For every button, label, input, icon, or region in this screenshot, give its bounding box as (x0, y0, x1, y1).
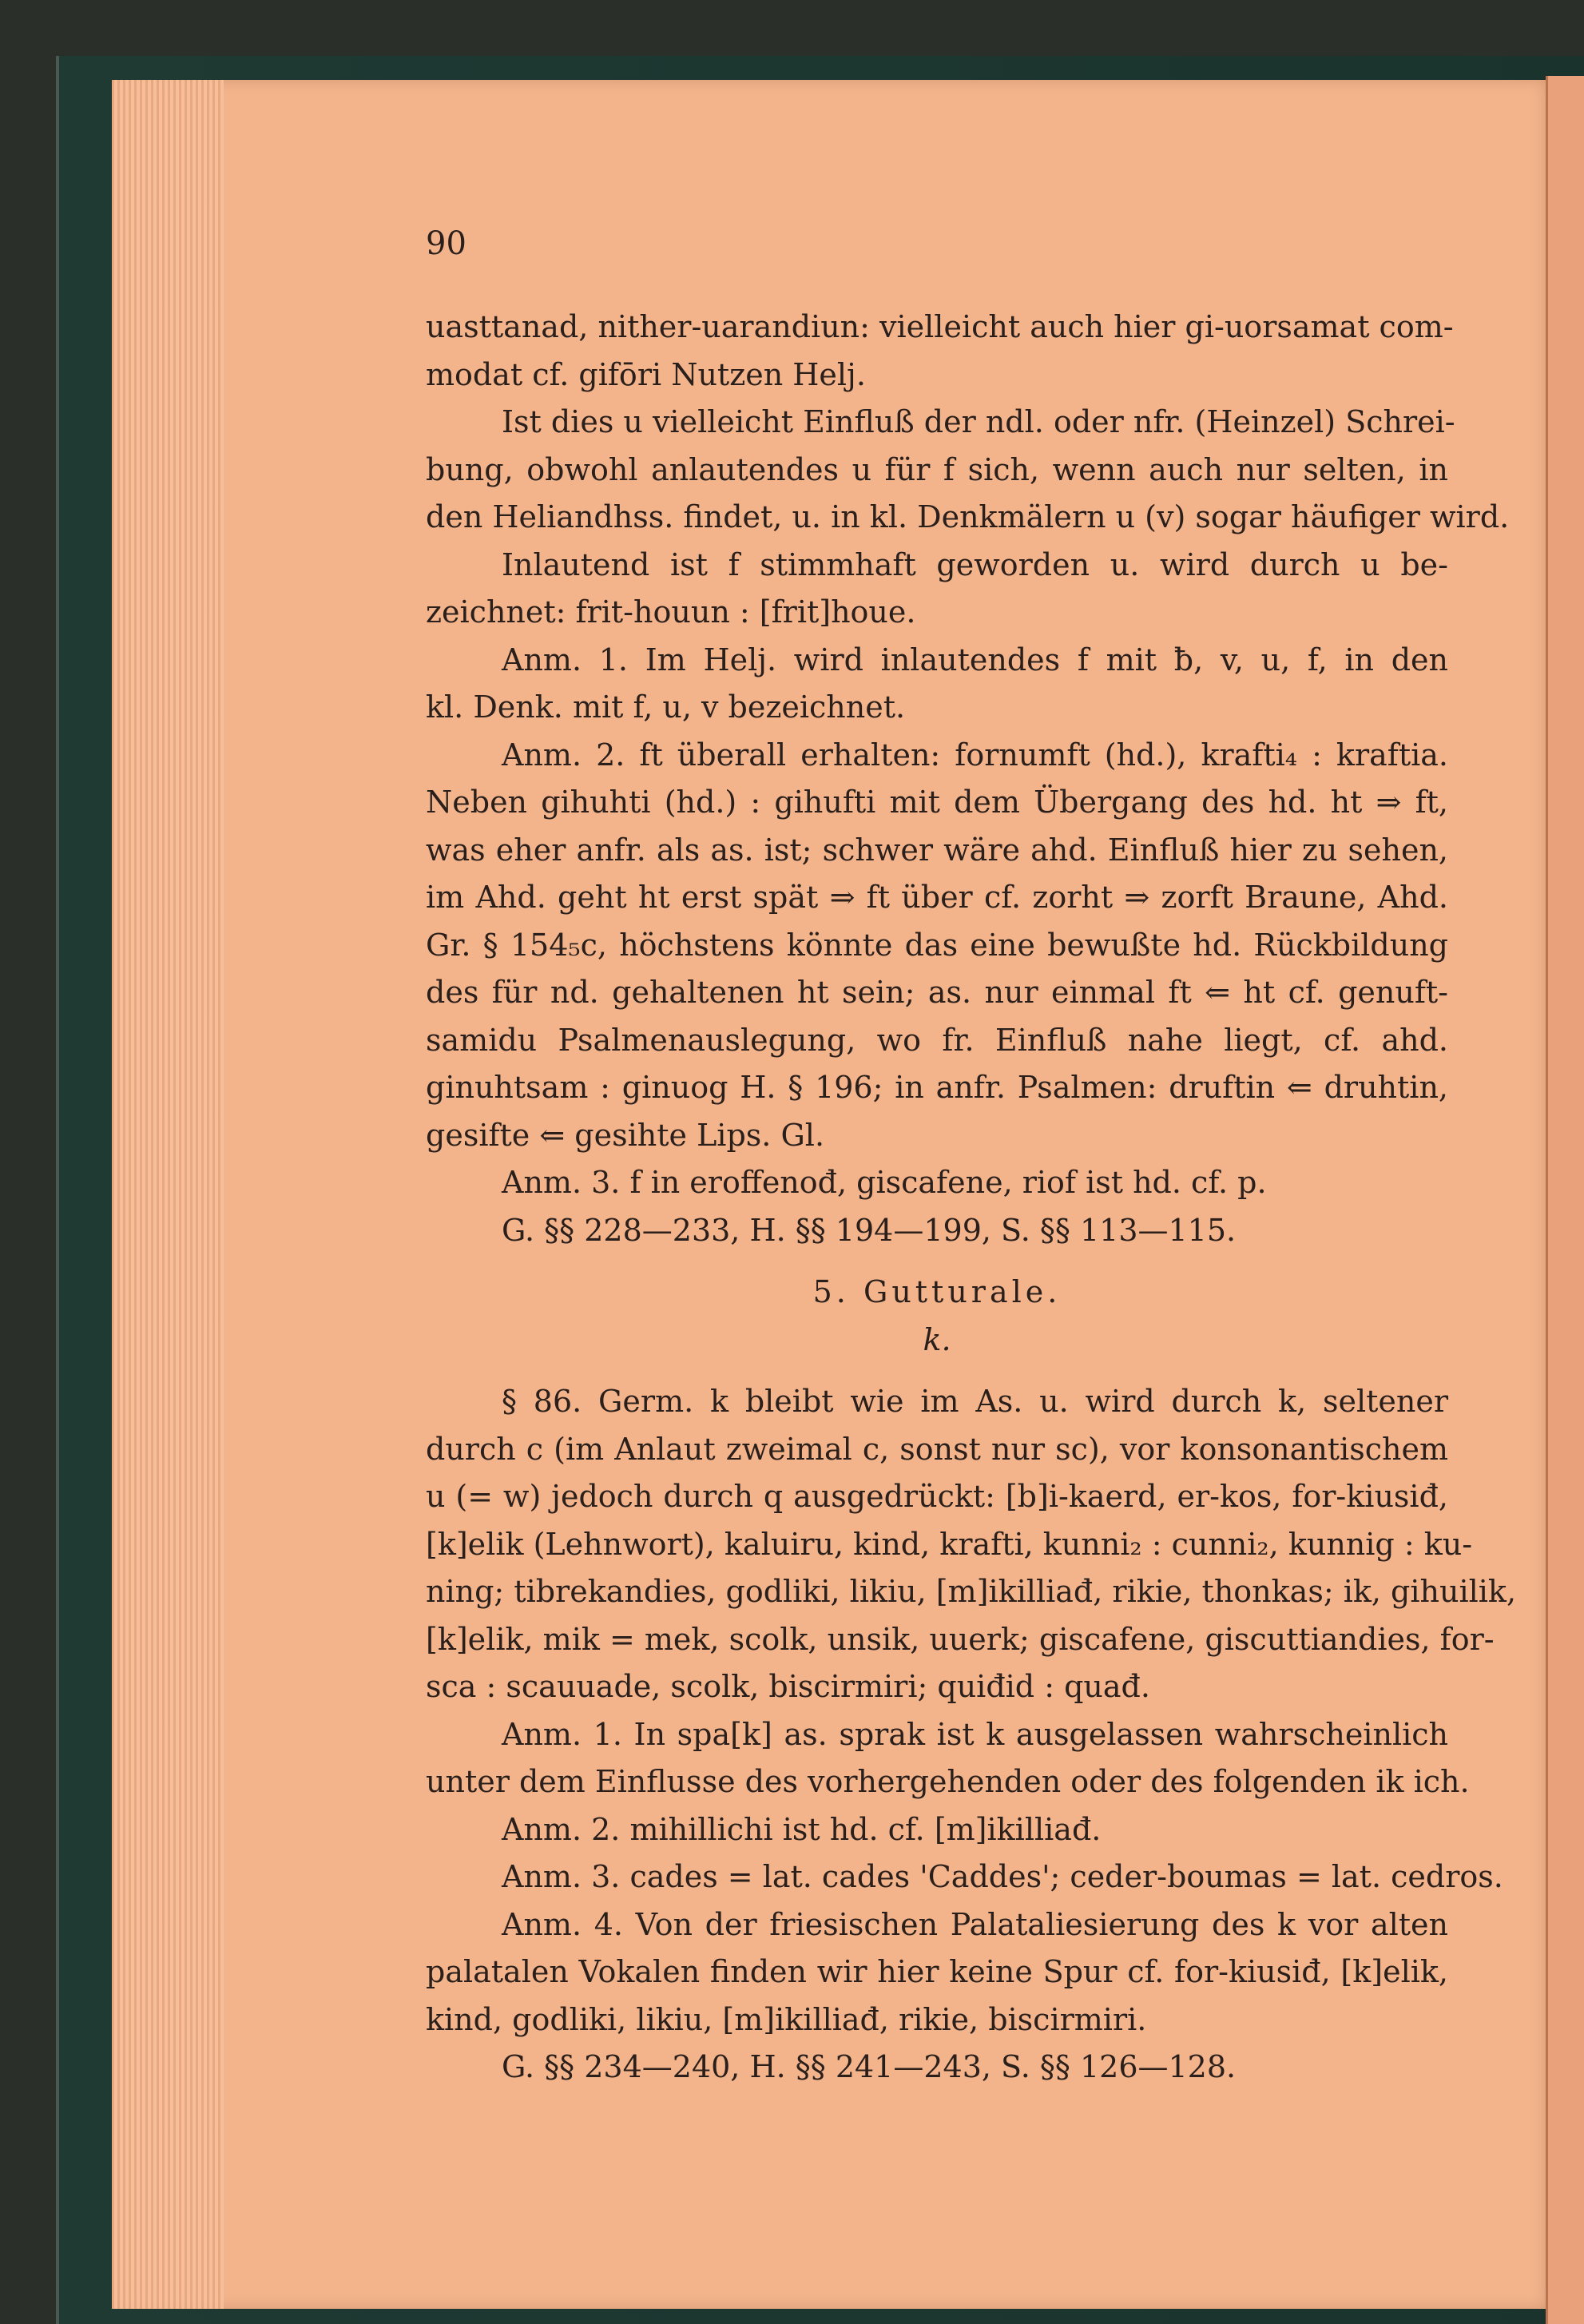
text-line: Anm. 3. f in eroffenođ, giscafene, riof ist hd. cf. p. (502, 1165, 1267, 1200)
text-line: Inlautend ist f stimmhaft geworden u. wird durch u be- (502, 546, 1448, 582)
section-references: G. §§ 228—233, H. §§ 194—199, S. §§ 113—115. (502, 1212, 1237, 1248)
page-number: 90 (426, 225, 466, 262)
text-line: im Ahd. geht ht erst spät ⇒ ft über cf. zorht ⇒ zorft Braune, Ahd. (426, 880, 1448, 915)
text-line: Anm. 4. Von der friesischen Palataliesierung des k vor alten (502, 1906, 1448, 1942)
text-line: durch c (im Anlaut zweimal c, sonst nur sc), vor konsonantischem (426, 1431, 1448, 1467)
text-line: [k]elik, mik = mek, scolk, unsik, uuerk; giscafene, giscuttiandies, for- (426, 1621, 1495, 1657)
text-line: Anm. 3. cades = lat. cades 'Caddes'; ceder-boumas = lat. cedros. (502, 1859, 1503, 1894)
text-line: modat cf. gifōri Nutzen Helj. (426, 356, 866, 392)
text-line: Neben gihuhti (hd.) : gihufti mit dem Übergang des hd. ht ⇒ ft, (426, 785, 1448, 820)
text-line: kind, godliki, likiu, [m]ikilliađ, rikie, biscirmiri. (426, 2001, 1147, 2037)
text-line: ginuhtsam : ginuog H. § 196; in anfr. Psalmen: druftin ⇐ druhtin, (426, 1070, 1448, 1105)
text-line: u (= w) jedoch durch q ausgedrückt: [b]i-kaerd, er-kos, for-kiusiđ, (426, 1479, 1448, 1514)
text-line: Anm. 2. ft überall erhalten: fornumft (hd.), krafti₄ : kraftia. (502, 737, 1448, 773)
text-line: zeichnet: frit-houun : [frit]houe. (426, 594, 916, 630)
body-text (426, 304, 1517, 2092)
text-line: kl. Denk. mit f, u, v bezeichnet. (426, 689, 906, 725)
text-line: bung, obwohl anlautendes u für f sich, wenn auch nur selten, in (426, 451, 1448, 487)
text-line: den Heliandhss. findet, u. in kl. Denkmälern u (v) sogar häufiger wird. (426, 499, 1510, 534)
text-line: Anm. 2. mihillichi ist hd. cf. [m]ikilliađ. (502, 1811, 1102, 1847)
text-line: sca : scauuade, scolk, biscirmiri; quiđid : quađ. (426, 1669, 1150, 1704)
text-line: palatalen Vokalen finden wir hier keine Spur cf. for-kiusiđ, [k]elik, (426, 1954, 1448, 1989)
text-line: [k]elik (Lehnwort), kaluiru, kind, krafti, kunni₂ : cunni₂, kunnig : ku- (426, 1526, 1473, 1562)
text-line: Anm. 1. Im Helj. wird inlautendes f mit ƀ, v, u, f, in den (502, 642, 1448, 677)
text-line: des für nd. gehaltenen ht sein; as. nur einmal ft ⇐ ht cf. genuft- (426, 975, 1448, 1010)
section-heading: 5. Gutturale. (812, 1274, 1062, 1309)
text-line: ning; tibrekandies, godliki, likiu, [m]ikilliađ, rikie, thonkas; ik, gihuilik, (426, 1574, 1517, 1609)
text-line: unter dem Einflusse des vorhergehenden oder des folgenden ik ich. (426, 1764, 1470, 1799)
facing-page-edge (1546, 76, 1584, 2324)
text-line: samidu Psalmenauslegung, wo fr. Einfluß nahe liegt, cf. ahd. (426, 1022, 1448, 1058)
text-line: uasttanad, nither-uarandiun: vielleicht auch hier gi-uorsamat com- (426, 309, 1454, 344)
text-line: was eher anfr. als as. ist; schwer wäre ahd. Einfluß hier zu sehen, (426, 832, 1448, 868)
text-line: Gr. § 154₅c, höchstens könnte das eine bewußte hd. Rückbildung (426, 927, 1448, 963)
section-subheading: k. (923, 1321, 951, 1357)
text-line: gesifte ⇐ gesihte Lips. Gl. (426, 1117, 825, 1153)
text-line: Ist dies u vielleicht Einfluß der ndl. oder nfr. (Heinzel) Schrei- (502, 404, 1455, 439)
text-line: Anm. 1. In spa[k] as. sprak ist k ausgelassen wahrscheinlich (502, 1716, 1448, 1752)
text-line: § 86. Germ. k bleibt wie im As. u. wird durch k, seltener (502, 1384, 1448, 1419)
page-edges (112, 80, 224, 2309)
section-references: G. §§ 234—240, H. §§ 241—243, S. §§ 126—128. (502, 2049, 1237, 2084)
